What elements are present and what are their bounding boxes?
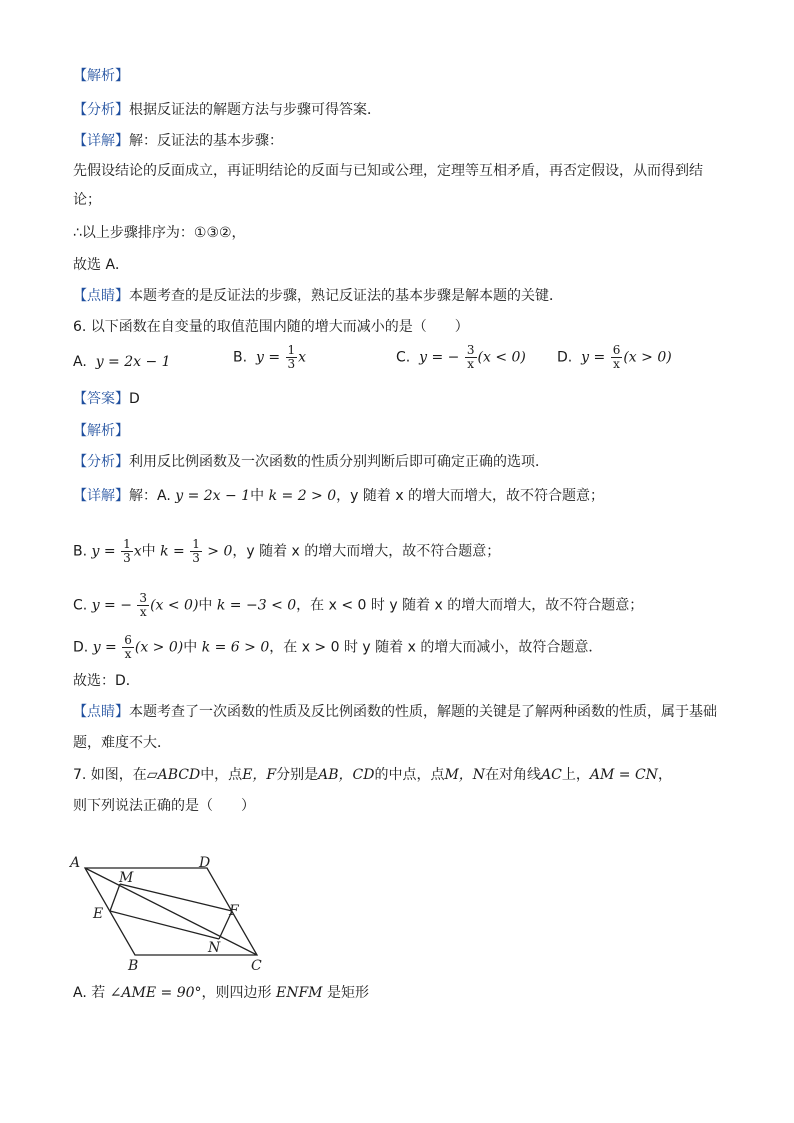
- q6-detail-tag: 【详解】: [73, 488, 129, 504]
- q6-detail-b-k-denominator: 3: [192, 551, 200, 565]
- q6-detail-d-y: y =: [92, 639, 117, 656]
- detail-line: [73, 131, 283, 151]
- analysis-line: [73, 100, 381, 120]
- q6-detail-b-denominator: 3: [123, 551, 131, 565]
- question-7-stem-1: [73, 765, 672, 785]
- segment-ne: [110, 911, 219, 939]
- q6-detail-b-mid: 中: [141, 543, 156, 560]
- q6-detail-c-prefix: C.: [73, 597, 88, 614]
- q6-detail-a-mid: 中: [250, 488, 265, 504]
- q6-comment-text-1: 本题考查了一次函数的性质及反比例函数的性质，解题的关键是了解两种函数的性质，属于基础: [129, 704, 717, 720]
- order-line: ∴以上步骤排序为：①③②，: [73, 225, 246, 241]
- q6-detail-d: [73, 634, 602, 661]
- option-b-fraction: [286, 344, 298, 371]
- option-c-suffix: (x < 0): [477, 349, 526, 366]
- label-n: N: [208, 940, 221, 956]
- q6-comment-tag: 【点睛】: [73, 704, 129, 720]
- segment-em: [110, 884, 120, 911]
- option-a-expr: y = 2x − 1: [95, 354, 171, 370]
- q6-detail-b-numerator: 1: [123, 537, 131, 551]
- select-line: 故选 A．: [73, 257, 130, 273]
- option-d: [557, 344, 672, 371]
- q6-detail-d-k: k = 6 > 0: [201, 639, 270, 656]
- option-b-numerator: 1: [287, 343, 296, 357]
- option-c-label: C.: [396, 349, 411, 366]
- q6-detail-a-k: k = 2 > 0: [268, 488, 337, 504]
- q6-analysis-text: 利用反比例函数及一次函数的性质分别判断后即可确定正确的选项．: [129, 454, 549, 470]
- q6-detail-b-y: y =: [91, 543, 116, 560]
- label-d: D: [199, 855, 211, 871]
- option-d-numerator: 6: [612, 343, 621, 357]
- q7-option-a-suffix: 是矩形: [326, 985, 369, 1001]
- q6-detail-d-domain: (x > 0): [134, 639, 184, 656]
- q6-detail-b-k: k =: [160, 543, 185, 560]
- answer-line: [73, 389, 140, 409]
- option-c-fraction: [465, 344, 477, 371]
- q6-detail-c-domain: (x < 0): [150, 597, 199, 614]
- q6-detail-d-numerator: 6: [124, 633, 132, 647]
- option-b-denominator: 3: [287, 357, 296, 371]
- q7-stem-a: 7. 如图，在: [73, 767, 147, 783]
- q6-detail-c-fraction: [137, 592, 149, 619]
- option-b-label: B.: [233, 349, 248, 366]
- q6-detail-c-numerator: 3: [139, 591, 148, 605]
- body-line-2: 论；: [73, 192, 101, 208]
- label-b: B: [128, 958, 139, 974]
- detail-text: 解：反证法的基本步骤：: [129, 133, 283, 149]
- q6-detail-a-rest: ，y 随着 x 的增大而增大，故不符合题意；: [336, 488, 605, 504]
- answer-tag: 【答案】: [73, 391, 129, 407]
- q6-detail-c: [73, 592, 643, 619]
- q6-detail-c-rest: ，在 x < 0 时 y 随着 x 的增大而增大，故不符合题意；: [296, 597, 644, 614]
- q6-detail-c-k: k = −3 < 0: [216, 597, 297, 614]
- option-d-label: D.: [557, 349, 573, 366]
- q6-detail-b: [73, 538, 500, 565]
- q6-detail-c-denominator: x: [139, 605, 147, 619]
- analysis-heading: 【解析】: [73, 68, 129, 84]
- q6-detail-a: [73, 486, 604, 506]
- comment-text: 本题考查的是反证法的步骤，熟记反证法的基本步骤是解本题的关键．: [129, 288, 563, 304]
- q6-detail-c-mid: 中: [198, 597, 213, 614]
- q6-detail-b-fraction: [121, 538, 133, 565]
- analysis-text: 根据反证法的解题方法与步骤可得答案．: [129, 102, 381, 118]
- q6-detail-b-k-numerator: 1: [192, 537, 200, 551]
- body-line-1: 先假设结论的反面成立，再证明结论的反面与已知或公理，定理等互相矛盾，再否定假设，从而得到结: [73, 163, 703, 179]
- option-d-fraction: [611, 344, 623, 371]
- option-d-suffix: (x > 0): [623, 349, 672, 366]
- answer-value: D: [129, 391, 140, 407]
- q6-detail-d-rest: ，在 x > 0 时 y 随着 x 的增大而减小，故符合题意．: [269, 639, 603, 656]
- q7-stem-diagonal: AC: [541, 767, 562, 783]
- q6-analysis-heading: 【解析】: [73, 423, 129, 439]
- label-c: C: [251, 958, 262, 974]
- option-c-prefix: y = −: [419, 349, 460, 366]
- q6-comment-line-1: [73, 702, 717, 722]
- label-m: M: [119, 870, 134, 886]
- q6-detail-d-prefix: D.: [73, 639, 89, 656]
- q7-stem-points-ef: E，F: [242, 767, 277, 783]
- q7-stem-e: 分别是: [276, 767, 319, 783]
- question-7-stem-2: 则下列说法正确的是（ ）: [73, 798, 255, 814]
- q7-option-a-angle: ∠AME = 90°: [109, 985, 202, 1001]
- comment-line: [73, 286, 563, 306]
- option-b-suffix: x: [298, 349, 307, 366]
- q7-option-a-mid: ，则四边形: [201, 985, 272, 1001]
- q6-comment-line-2: 题，难度不大．: [73, 735, 171, 751]
- q6-detail-d-mid: 中: [183, 639, 198, 656]
- label-a: A: [70, 855, 81, 871]
- q7-stem-c: 中，点: [200, 767, 243, 783]
- comment-tag: 【点睛】: [73, 288, 129, 304]
- option-d-prefix: y =: [581, 349, 606, 366]
- q7-stem-g: 的中点，点: [374, 767, 445, 783]
- question-6-stem: 6. 以下函数在自变量的取值范围内随的增大而减小的是（ ）: [73, 319, 469, 335]
- q6-detail-a-expr: y = 2x − 1: [175, 488, 251, 504]
- q7-option-a-quad: ENFM: [275, 985, 323, 1001]
- q6-detail-b-x: x: [133, 543, 142, 560]
- q6-detail-c-y: y = −: [91, 597, 132, 614]
- q7-stem-sides: AB，CD: [318, 767, 375, 783]
- q7-stem-points-mn: M，N: [444, 767, 486, 783]
- q7-stem-i: 在对角线: [485, 767, 542, 783]
- q6-analysis-tag: 【分析】: [73, 454, 129, 470]
- q6-detail-a-prefix: 解：A.: [129, 488, 171, 504]
- q6-analysis-line: [73, 452, 549, 472]
- segment-mf: [120, 884, 232, 911]
- option-b: [233, 344, 306, 371]
- q6-detail-d-fraction: [122, 634, 134, 661]
- option-c: [396, 344, 526, 371]
- option-c-denominator: x: [467, 357, 475, 371]
- q6-detail-b-k-fraction: [190, 538, 202, 565]
- q6-detail-b-prefix: B.: [73, 543, 88, 560]
- q6-select-line: 故选：D．: [73, 673, 140, 689]
- q7-stem-parallelogram: ▱ABCD: [146, 767, 201, 783]
- label-e: E: [93, 906, 104, 922]
- analysis-tag: 【分析】: [73, 102, 129, 118]
- option-d-denominator: x: [613, 357, 620, 371]
- q7-stem-k: 上，: [561, 767, 590, 783]
- option-a: [73, 352, 171, 372]
- q7-stem-m: ，: [657, 767, 672, 783]
- option-b-prefix: y =: [255, 349, 281, 366]
- label-f: F: [229, 903, 239, 919]
- q7-option-a: [73, 983, 369, 1003]
- q6-detail-b-k-suffix: > 0: [207, 543, 233, 560]
- detail-tag: 【详解】: [73, 133, 129, 149]
- parallelogram-figure: [62, 848, 282, 978]
- option-a-label: A.: [73, 354, 87, 370]
- q6-detail-b-rest: ，y 随着 x 的增大而增大，故不符合题意；: [232, 543, 501, 560]
- q7-stem-condition: AM = CN: [589, 767, 658, 783]
- option-c-numerator: 3: [466, 343, 475, 357]
- q6-detail-d-denominator: x: [124, 647, 132, 661]
- q7-option-a-prefix: A. 若: [73, 985, 106, 1001]
